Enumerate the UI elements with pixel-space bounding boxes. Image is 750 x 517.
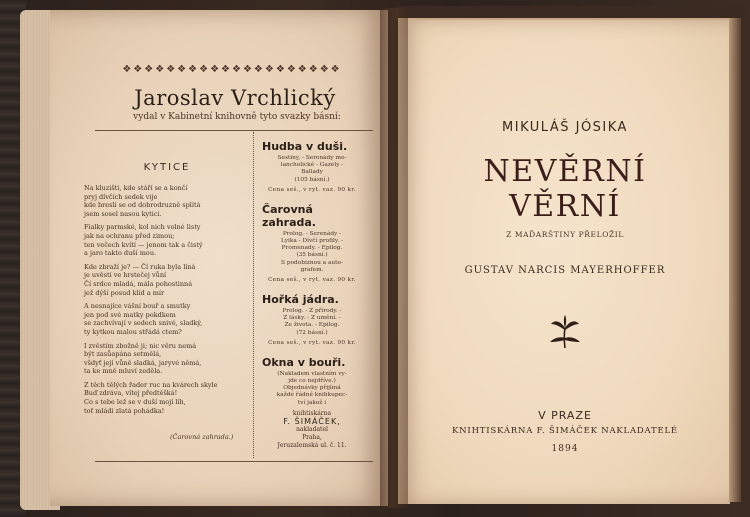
poem-stanza: Na kluzišti, kde stáří se a končí pryj dívčích sedek vije kde breslí se od dobrodruzně splítá jsem sosel nasou kytici. [84,184,201,218]
book-list-title: Hořká jádra. [262,293,339,307]
book-title: NEVĚRNÍ VĚRNÍ [483,154,647,224]
publication-city: V PRAZE [538,409,592,422]
flower-ornament-icon [540,314,590,350]
book-list-title: Čarovná zahrada. [262,202,316,229]
translator-name: GUSTAV NARCIS MAYERHOFFER [464,265,666,276]
poem-stanza: A nesnajíce vášní bouř a smutky jen pod své matky pokdkem se zachvívají v sedech snivé, sladký, ty kytkou malou střádá ctem? [84,302,203,336]
poem-text [84,184,254,420]
poem-stanza: Fialky parmské, kol nich volné listy jak na ochranu před zimou; ten večech kvítí — jenom tak a čistý a jaro takto duší mou. [84,223,203,258]
ad-publisher-line: F. ŠIMÁČEK, [283,416,341,426]
book-list-price: Cena seš., v ryt. vaz. 90 kr. [268,277,356,284]
ad-publisher-line: nakladatel [296,425,328,433]
ad-publisher [262,410,362,450]
poem-stanza: Z těch tělých řader ruc na kvárech skyle Buď zdráva, vítej předtěšká! Co s tebe lež se v duší mojí líh, toť mládi zlatá pohádka! [84,380,218,415]
ornament-border: ❖❖❖❖❖❖❖❖❖❖❖❖❖❖❖❖❖❖❖❖ [122,64,342,75]
left-author-name: Jaroslav Vrchlický [134,86,336,110]
poem-stanza: Kde zbraží je? — Čí ruka byla líná je uvěsti ve hrstečej vůní Čí srdce mladá, mála pohostinná jež dýší posud klíd a mír [84,262,196,297]
book-list-price: Cena seš., v ryt. vaz. 90 kr. [268,339,356,346]
book-list [262,140,362,450]
poem-signature: (Čarovná zahrada.) [170,433,234,441]
publication-year: 1894 [551,444,579,454]
book-list-description: (Nakladem vlastním vy- jde co nejdříve.) Objednávky přijímá každé řádné knihkupec- tví jakož i [276,370,348,406]
book-list-description: Prolog. - Z přírody. - Z lásky. - Z umění. - Ze života. - Epilog. (72 básní.) [282,308,342,336]
ad-publisher-line: knihtiskárna [292,409,332,417]
book-gutter [380,8,408,508]
ad-publisher-line: Praha, [302,433,322,441]
book-list-description: Sestiny, - Serenády mo- lancholické - Gazely - Ballady (105 básní.) [277,155,347,183]
book-list-description: Prolog. - Serenády - Lyika - Dívčí profily. - Promenady. - Epilog. (35 básní.) S podobiznou a auto- grafem. [280,230,344,273]
poem-stanza: I zvěstím zbožně ji; nic věru nemá být zasůapána setmělá, všdyť její vůně sladká, jaryvé němá, ta ke mně mluví zeděla. [84,341,202,376]
book-list-title: Hudba v duši. [262,140,348,153]
right-page-edge [729,18,741,502]
book-list-title: Okna v bouři. [262,355,346,369]
translation-note: Z MAĎARŠTINY PŘELOŽIL [506,230,624,239]
publisher-name: KNIHTISKÁRNA F. ŠIMÁČEK NAKLADATELÉ [452,426,678,436]
left-subtitle: vydal v Kabinetní knihovně tyto svazky básní: [133,112,341,122]
poem-title: KYTICE [143,162,191,173]
book-list-price: Cena seš., v ryt. vaz. 90 kr. [268,186,356,193]
title-page-author: MIKULÁŠ JÓSIKA [502,120,628,135]
ad-publisher-line: Jeruzalemská ul. č. 11. [277,441,347,449]
